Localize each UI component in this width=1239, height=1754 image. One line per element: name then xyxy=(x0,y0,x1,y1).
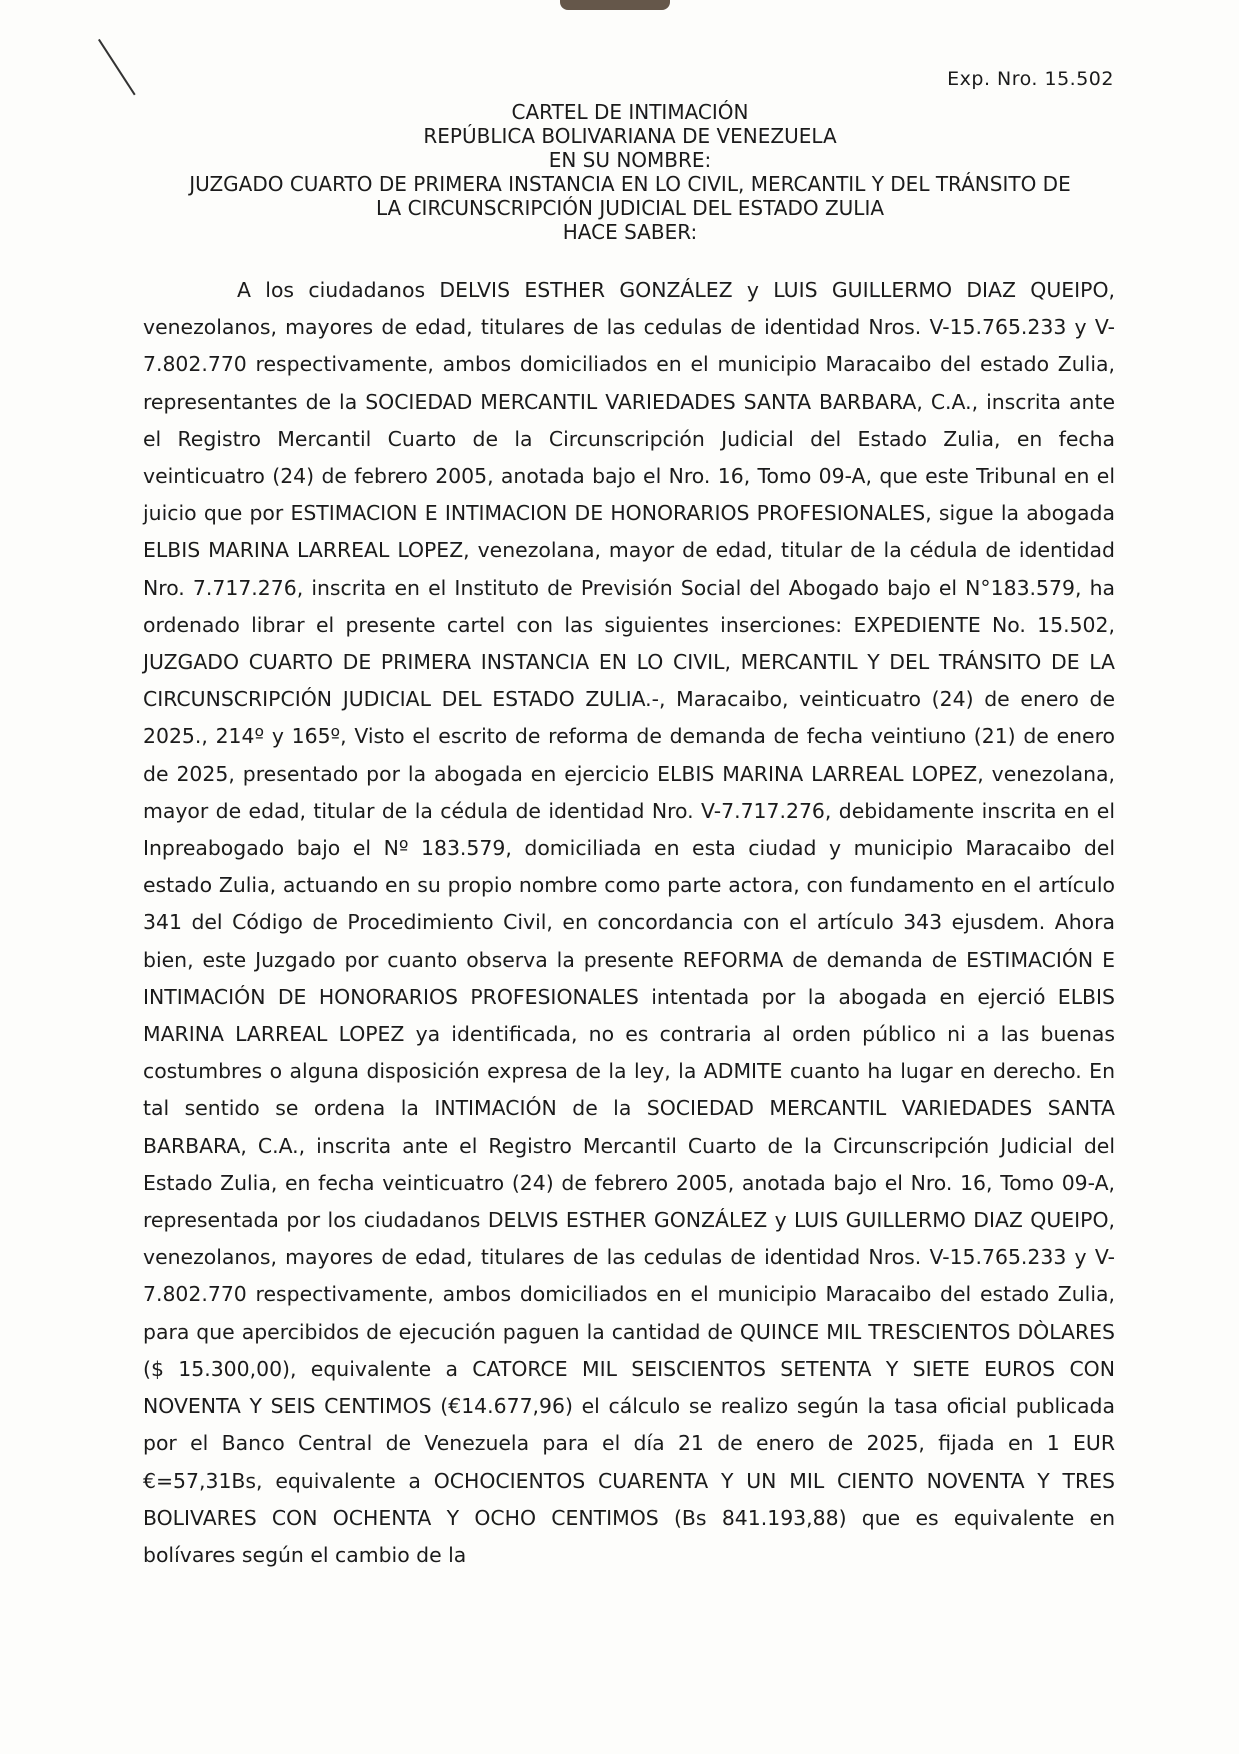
header-title: CARTEL DE INTIMACIÓN xyxy=(511,100,749,124)
expedient-number: Exp. Nro. 15.502 xyxy=(947,68,1114,90)
header-court-line-1: JUZGADO CUARTO DE PRIMERA INSTANCIA EN LO CIVIL, MERCANTIL Y DEL TRÁNSITO DE xyxy=(189,172,1071,196)
header-republic: REPÚBLICA BOLIVARIANA DE VENEZUELA xyxy=(423,124,837,148)
header-hace-saber: HACE SABER: xyxy=(562,220,698,244)
header-court-line-2: LA CIRCUNSCRIPCIÓN JUDICIAL DEL ESTADO ZULIA xyxy=(375,196,885,220)
body-paragraph: A los ciudadanos DELVIS ESTHER GONZÁLEZ y LUIS GUILLERMO DIAZ QUEIPO, venezolanos, mayores de edad, titulares de las cedulas de identidad Nros. V-15.765.233 y V-7.802.770 respectivamente, ambos domiciliados en el municipio Maracaibo del estado Zulia, representantes de la SOCIEDAD MERCANTIL VARIEDADES SANTA BARBARA, C.A., inscrita ante el Registro Mercantil Cuarto de la Circunscripción Judicial del Estado Zulia, en fecha veinticuatro (24) de febrero 2005, anotada bajo el Nro. 16, Tomo 09-A, que este Tribunal en el juicio que por ESTIMACION E INTIMACION DE HONORARIOS PROFESIONALES, sigue la abogada ELBIS MARINA LARREAL LOPEZ, venezolana, mayor de edad, titular de la cédula de identidad Nro. 7.717.276, inscrita en el Instituto de Previsión Social del Abogado bajo el N°183.579, ha ordenado librar el presente cartel con las siguientes inserciones: EXPEDIENTE No. 15.502, JUZGADO CUARTO DE PRIMERA INSTANCIA EN LO CIVIL, MERCANTIL Y DEL TRÁNSITO DE LA CIRCUNSCRIPCIÓN JUDICIAL DEL ESTADO ZULIA.-, Maracaibo, veinticuatro (24) de enero de 2025., 214º y 165º, Visto el escrito de reforma de demanda de fecha veintiuno (21) de enero de 2025, presentado por la abogada en ejercicio ELBIS MARINA LARREAL LOPEZ, venezolana, mayor de edad, titular de la cédula de identidad Nro. V-7.717.276, debidamente inscrita en el Inpreabogado bajo el Nº 183.579, domiciliada en esta ciudad y municipio Maracaibo del estado Zulia, actuando en su propio nombre como parte actora, con fundamento en el artículo 341 del Código de Procedimiento Civil, en concordancia con el artículo 343 ejusdem. Ahora bien, este Juzgado por cuanto observa la presente REFORMA de demanda de ESTIMACIÓN E INTIMACIÓN DE HONORARIOS PROFESIONALES intentada por la abogada en ejerció ELBIS MARINA LARREAL LOPEZ ya identificada, no es contraria al orden público ni a las buenas costumbres o alguna disposición expresa de la ley, la ADMITE cuanto ha lugar en derecho. En tal sentido se ordena la INTIMACIÓN de la SOCIEDAD MERCANTIL VARIEDADES SANTA BARBARA, C.A., inscrita ante el Registro Mercantil Cuarto de la Circunscripción Judicial del Estado Zulia, en fecha veinticuatro (24) de febrero 2005, anotada bajo el Nro. 16, Tomo 09-A, representada por los ciudadanos DELVIS ESTHER GONZÁLEZ y LUIS GUILLERMO DIAZ QUEIPO, venezolanos, mayores de edad, titulares de las cedulas de identidad Nros. V-15.765.233 y V-7.802.770 respectivamente, ambos domiciliados en el municipio Maracaibo del estado Zulia, para que apercibidos de ejecución paguen la cantidad de QUINCE MIL TRESCIENTOS DÒLARES ($ 15.300,00), equivalente a CATORCE MIL SEISCIENTOS SETENTA Y SIETE EUROS CON NOVENTA Y SEIS CENTIMOS (€14.677,96) el cálculo se realizo según la tasa oficial publicada por el Banco Central de Venezuela para el día 21 de enero de 2025, fijada en 1 EUR €=57,31Bs, equivalente a OCHOCIENTOS CUARENTA Y UN MIL CIENTO NOVENTA Y TRES BOLIVARES CON OCHENTA Y OCHO CENTIMOS (Bs 841.193,88) que es equivalente en bolívares según el cambio de la xyxy=(143,278,1115,1567)
binder-clip-shadow xyxy=(560,0,670,10)
pen-mark xyxy=(98,39,136,95)
header-en-su-nombre: EN SU NOMBRE: xyxy=(548,148,712,172)
document-header xyxy=(140,100,1120,244)
